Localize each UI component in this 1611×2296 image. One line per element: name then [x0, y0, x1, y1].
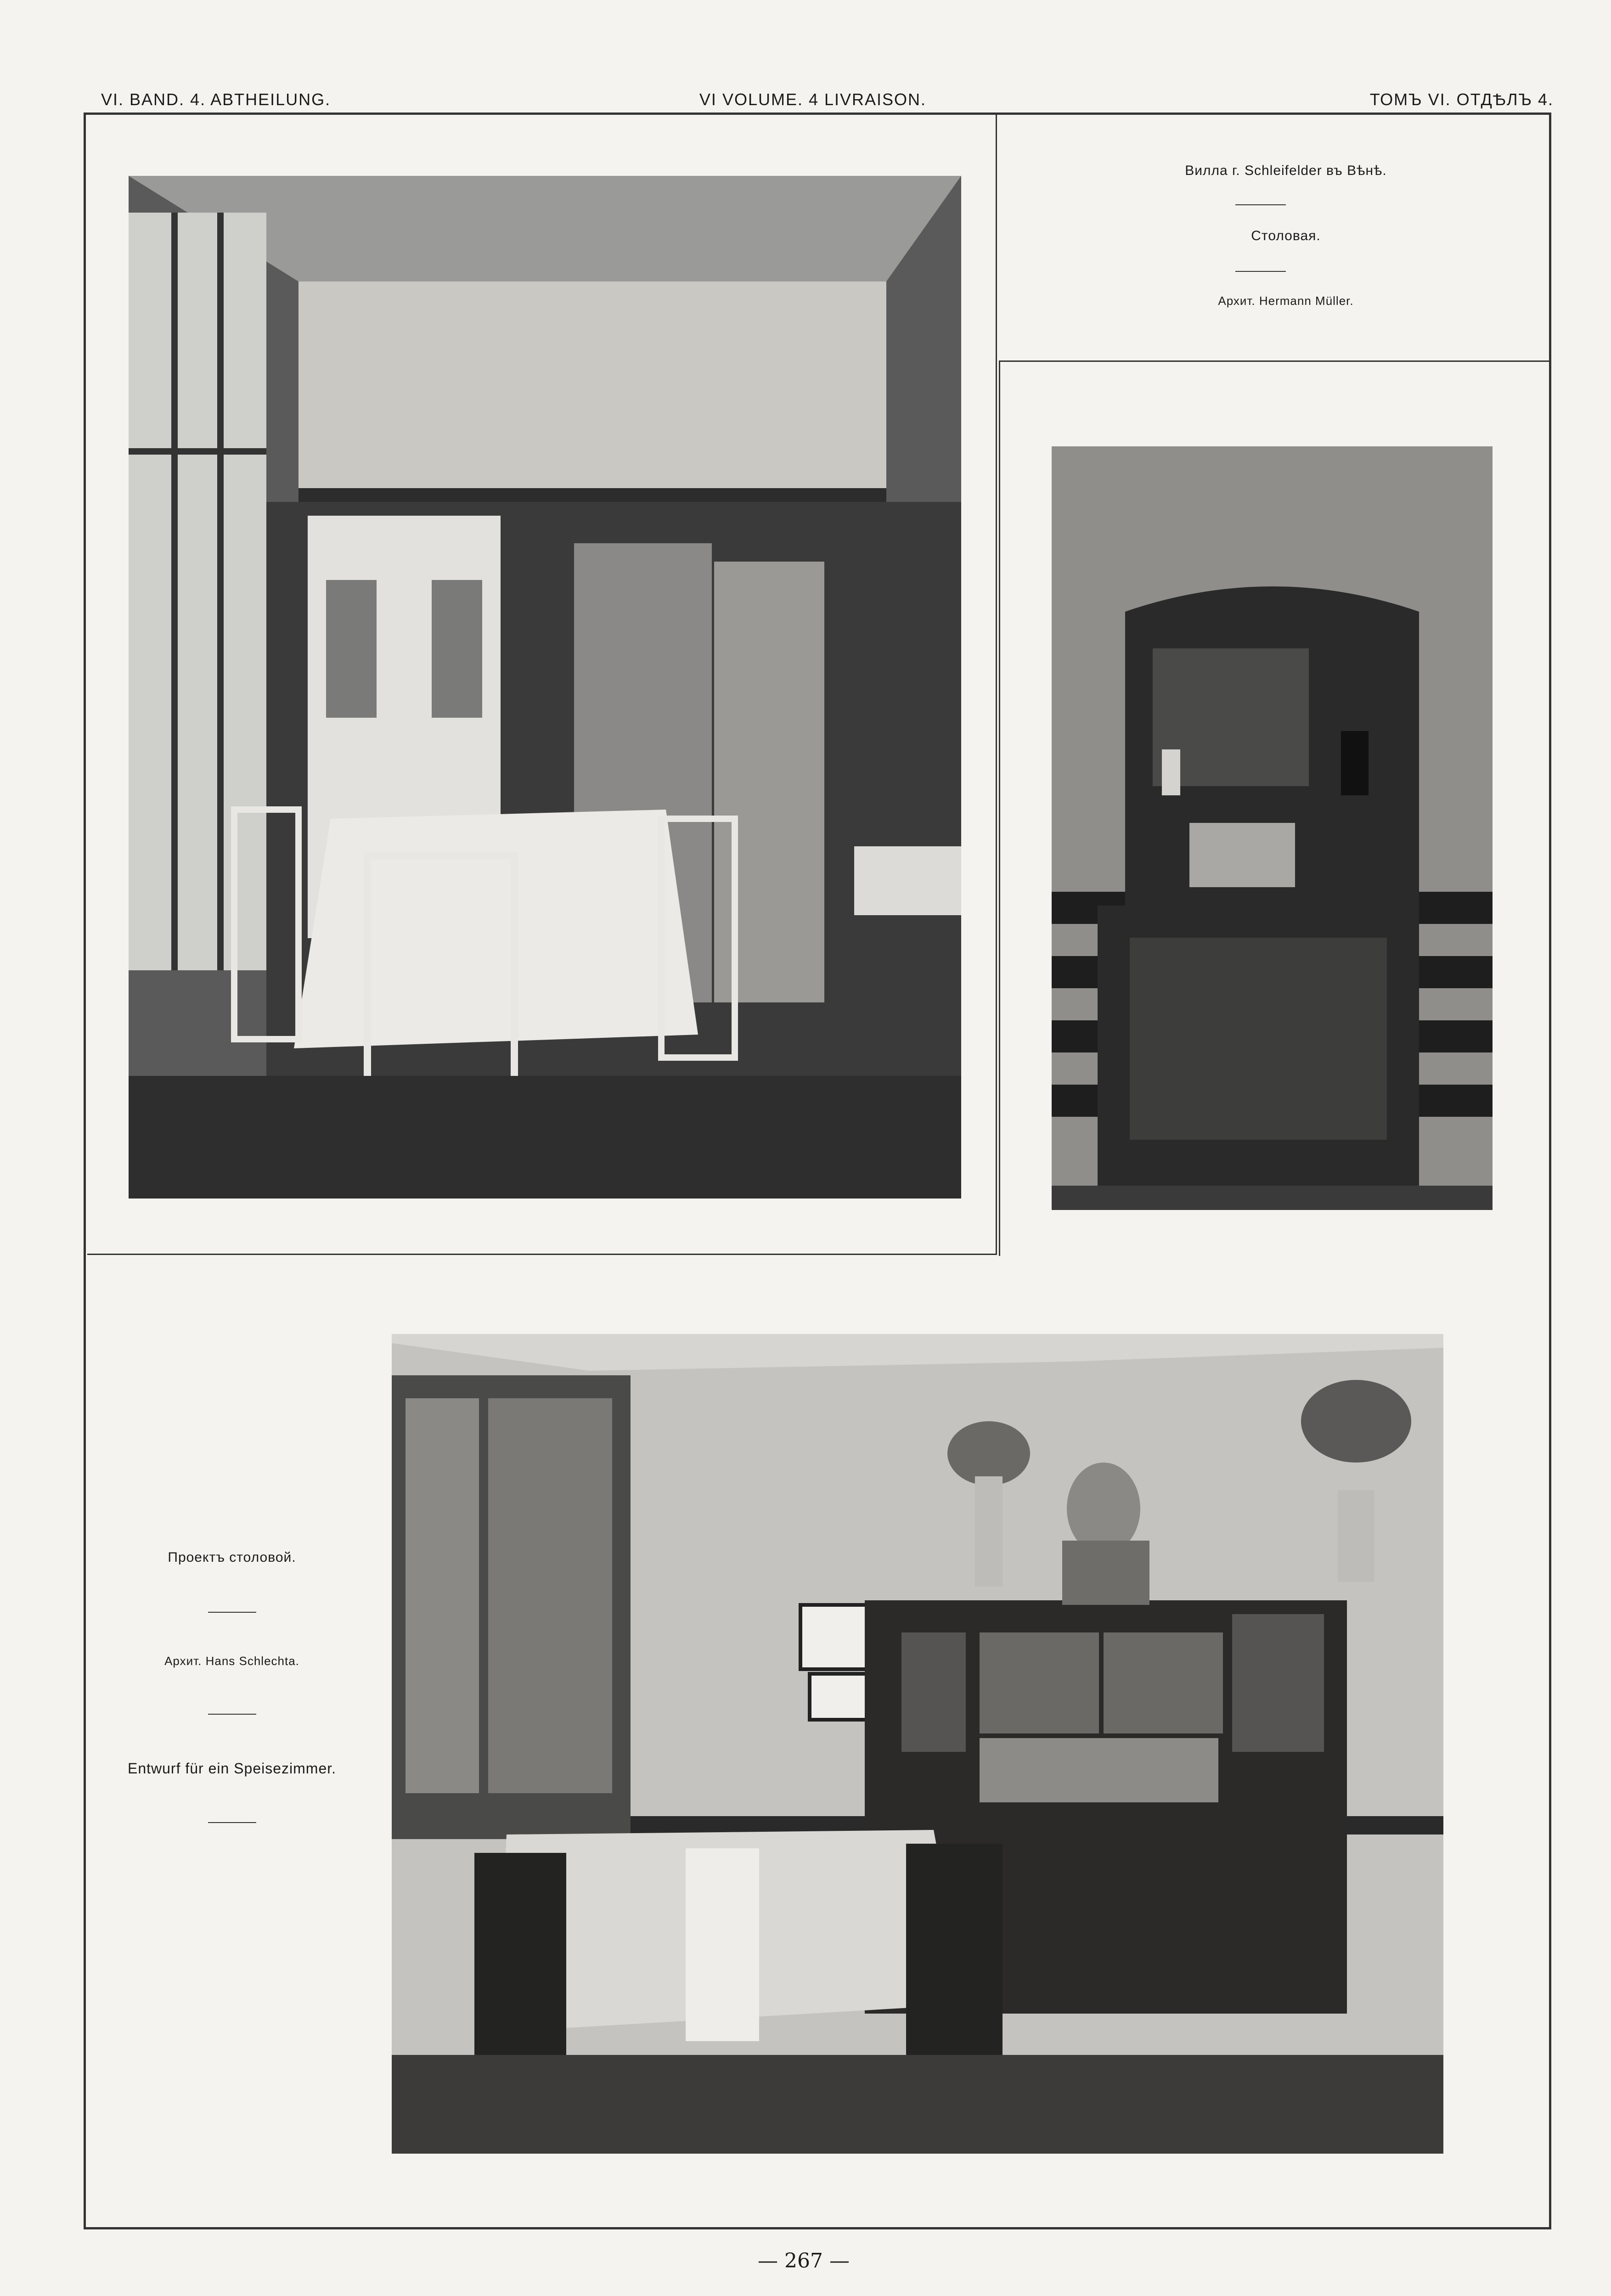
sideboard-illustration [1052, 446, 1493, 1210]
caption-separator [208, 1714, 256, 1715]
page-number: — 267 — [758, 2249, 850, 2273]
caption-separator [208, 1822, 256, 1823]
photo-dining-room [129, 176, 961, 1199]
design-title: Проектъ столовой. [168, 1550, 296, 1565]
caption-separator [208, 1612, 256, 1613]
dining-room-illustration [129, 176, 961, 1199]
running-header-center: VI VOLUME. 4 LIVRAISON. [699, 90, 927, 109]
photo-sideboard [1052, 446, 1493, 1210]
plate-border-right [1549, 113, 1551, 2229]
photo-design-room [392, 1334, 1443, 2154]
design-room-illustration [392, 1334, 1443, 2154]
top-panel-edge [996, 115, 997, 1255]
design-architect: Архит. Hans Schlechta. [164, 1654, 299, 1668]
room-title: Столовая. [1251, 228, 1321, 243]
running-header-right: ТОМЪ VI. ОТДѢЛЪ 4. [1369, 90, 1554, 109]
plate-border-bottom [84, 2227, 1551, 2229]
caption-separator [1235, 204, 1286, 205]
top-panel-divider [87, 1254, 997, 1255]
running-header-left: VI. BAND. 4. ABTHEILUNG. [101, 90, 331, 109]
caption-separator [1235, 271, 1286, 272]
villa-title: Вилла г. Schleifelder въ Вѣнѣ. [1185, 163, 1387, 178]
plate-border-left [84, 113, 86, 2229]
right-panel-edge [999, 360, 1000, 1256]
architect-credit: Архит. Hermann Müller. [1218, 294, 1354, 308]
design-title-german: Entwurf für ein Speisezimmer. [127, 1760, 337, 1777]
right-panel-top [999, 360, 1550, 362]
plate-border-top [84, 113, 1551, 115]
